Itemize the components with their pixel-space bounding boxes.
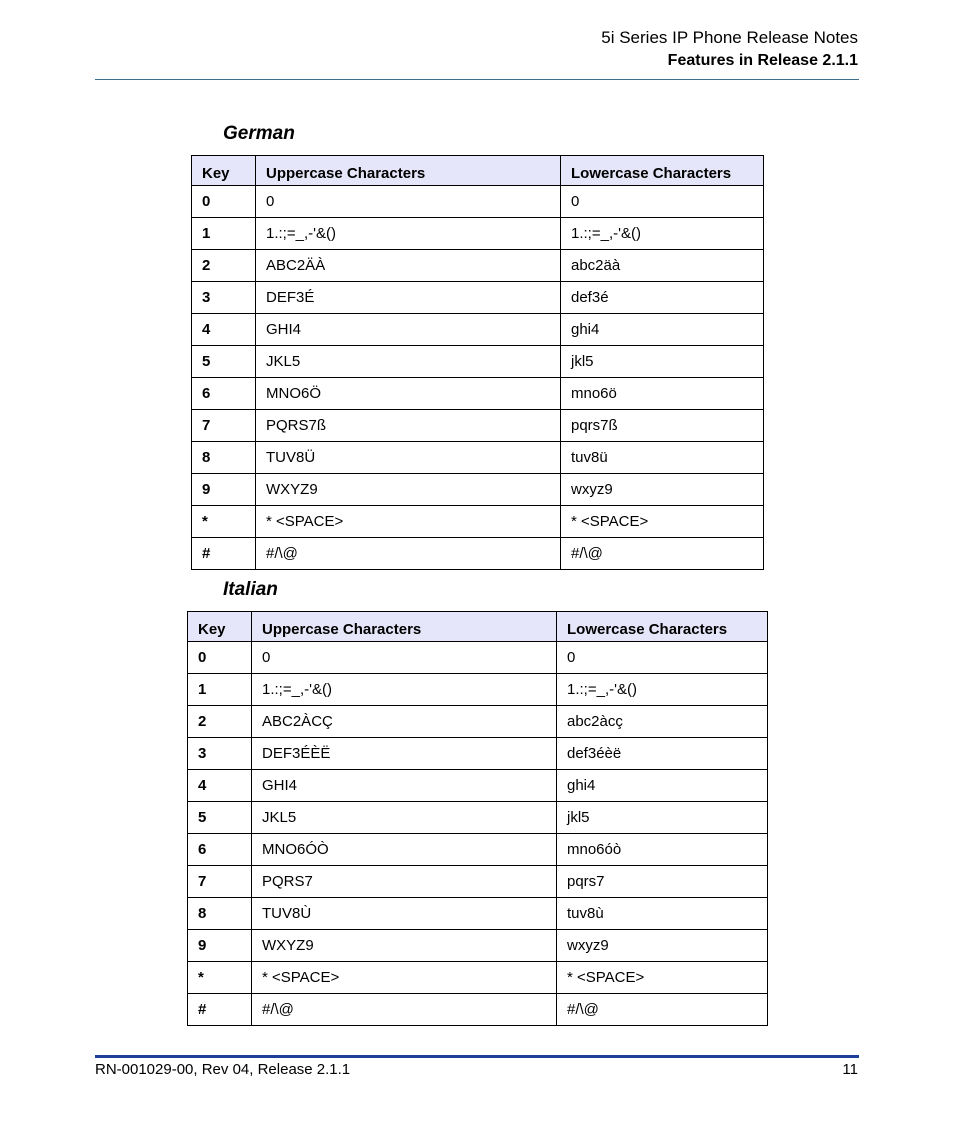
table-header-row [188,612,768,642]
key-cell: 9 [192,474,256,506]
lowercase-cell: #/\@ [557,994,768,1026]
lowercase-cell: #/\@ [561,538,764,570]
uppercase-cell: PQRS7 [252,866,557,898]
table-row [192,250,764,282]
lowercase-cell: mno6ö [561,378,764,410]
key-cell: # [188,994,252,1026]
uppercase-cell: PQRS7ß [256,410,561,442]
header-divider [95,79,859,80]
table-row [188,770,768,802]
lowercase-cell: 0 [557,642,768,674]
lowercase-cell: pqrs7ß [561,410,764,442]
uppercase-cell: ABC2ÀCÇ [252,706,557,738]
table-header-row [192,156,764,186]
table-row [192,410,764,442]
key-cell: # [192,538,256,570]
italian-keymap-table [187,611,768,1026]
uppercase-cell: * <SPACE> [252,962,557,994]
lowercase-cell: * <SPACE> [561,506,764,538]
uppercase-cell: DEF3É [256,282,561,314]
lowercase-cell: ghi4 [561,314,764,346]
uppercase-cell: JKL5 [256,346,561,378]
lowercase-cell: def3é [561,282,764,314]
table-row [188,834,768,866]
header-title: 5i Series IP Phone Release Notes [601,28,858,47]
key-cell: 1 [192,218,256,250]
table-row [188,706,768,738]
key-cell: * [192,506,256,538]
uppercase-cell: MNO6ÓÒ [252,834,557,866]
table-row [192,186,764,218]
uppercase-cell: ABC2ÄÀ [256,250,561,282]
table-row [192,282,764,314]
key-cell: 3 [192,282,256,314]
key-cell: 8 [188,898,252,930]
german-keymap-table [191,155,764,570]
lowercase-cell: ghi4 [557,770,768,802]
lowercase-cell: jkl5 [561,346,764,378]
section-title-german: German [223,123,295,144]
uppercase-cell: * <SPACE> [256,506,561,538]
table-row [188,642,768,674]
table-row [192,218,764,250]
column-header-key: Key [188,612,252,642]
table-row [188,866,768,898]
lowercase-cell: abc2àcç [557,706,768,738]
key-cell: 5 [192,346,256,378]
key-cell: 9 [188,930,252,962]
table-row [192,538,764,570]
uppercase-cell: GHI4 [256,314,561,346]
key-cell: 1 [188,674,252,706]
table-row [188,738,768,770]
column-header-lowercase: Lowercase Characters [557,612,768,642]
uppercase-cell: #/\@ [252,994,557,1026]
table-row [188,962,768,994]
lowercase-cell: 1.:;=_,-'&() [557,674,768,706]
lowercase-cell: abc2äà [561,250,764,282]
lowercase-cell: tuv8ü [561,442,764,474]
table-row [188,994,768,1026]
section-title-italian: Italian [223,579,278,600]
uppercase-cell: #/\@ [256,538,561,570]
key-cell: 0 [188,642,252,674]
column-header-lowercase: Lowercase Characters [561,156,764,186]
table-row [192,442,764,474]
key-cell: 4 [192,314,256,346]
uppercase-cell: WXYZ9 [256,474,561,506]
key-cell: 2 [192,250,256,282]
lowercase-cell: 0 [561,186,764,218]
key-cell: 5 [188,802,252,834]
table-row [188,674,768,706]
lowercase-cell: jkl5 [557,802,768,834]
uppercase-cell: TUV8Ü [256,442,561,474]
table-row [188,802,768,834]
key-cell: * [188,962,252,994]
uppercase-cell: 0 [252,642,557,674]
lowercase-cell: pqrs7 [557,866,768,898]
column-header-uppercase: Uppercase Characters [256,156,561,186]
table-row [192,314,764,346]
uppercase-cell: DEF3ÉÈË [252,738,557,770]
lowercase-cell: wxyz9 [557,930,768,962]
uppercase-cell: JKL5 [252,802,557,834]
footer-doc-id: RN-001029-00, Rev 04, Release 2.1.1 [95,1061,351,1078]
lowercase-cell: 1.:;=_,-'&() [561,218,764,250]
uppercase-cell: GHI4 [252,770,557,802]
lowercase-cell: def3éèë [557,738,768,770]
uppercase-cell: TUV8Ù [252,898,557,930]
lowercase-cell: tuv8ù [557,898,768,930]
lowercase-cell: mno6óò [557,834,768,866]
key-cell: 2 [188,706,252,738]
key-cell: 4 [188,770,252,802]
table-row [188,930,768,962]
table-row [188,898,768,930]
key-cell: 3 [188,738,252,770]
footer-divider [95,1055,859,1058]
lowercase-cell: wxyz9 [561,474,764,506]
table-row [192,474,764,506]
uppercase-cell: WXYZ9 [252,930,557,962]
uppercase-cell: 1.:;=_,-'&() [256,218,561,250]
key-cell: 6 [192,378,256,410]
uppercase-cell: 1.:;=_,-'&() [252,674,557,706]
column-header-uppercase: Uppercase Characters [252,612,557,642]
column-header-key: Key [192,156,256,186]
table-row [192,378,764,410]
key-cell: 8 [192,442,256,474]
uppercase-cell: 0 [256,186,561,218]
footer-page-number: 11 [842,1061,858,1078]
key-cell: 0 [192,186,256,218]
key-cell: 7 [188,866,252,898]
table-row [192,346,764,378]
lowercase-cell: * <SPACE> [557,962,768,994]
uppercase-cell: MNO6Ö [256,378,561,410]
header-subtitle: Features in Release 2.1.1 [667,52,858,69]
key-cell: 6 [188,834,252,866]
key-cell: 7 [192,410,256,442]
table-row [192,506,764,538]
